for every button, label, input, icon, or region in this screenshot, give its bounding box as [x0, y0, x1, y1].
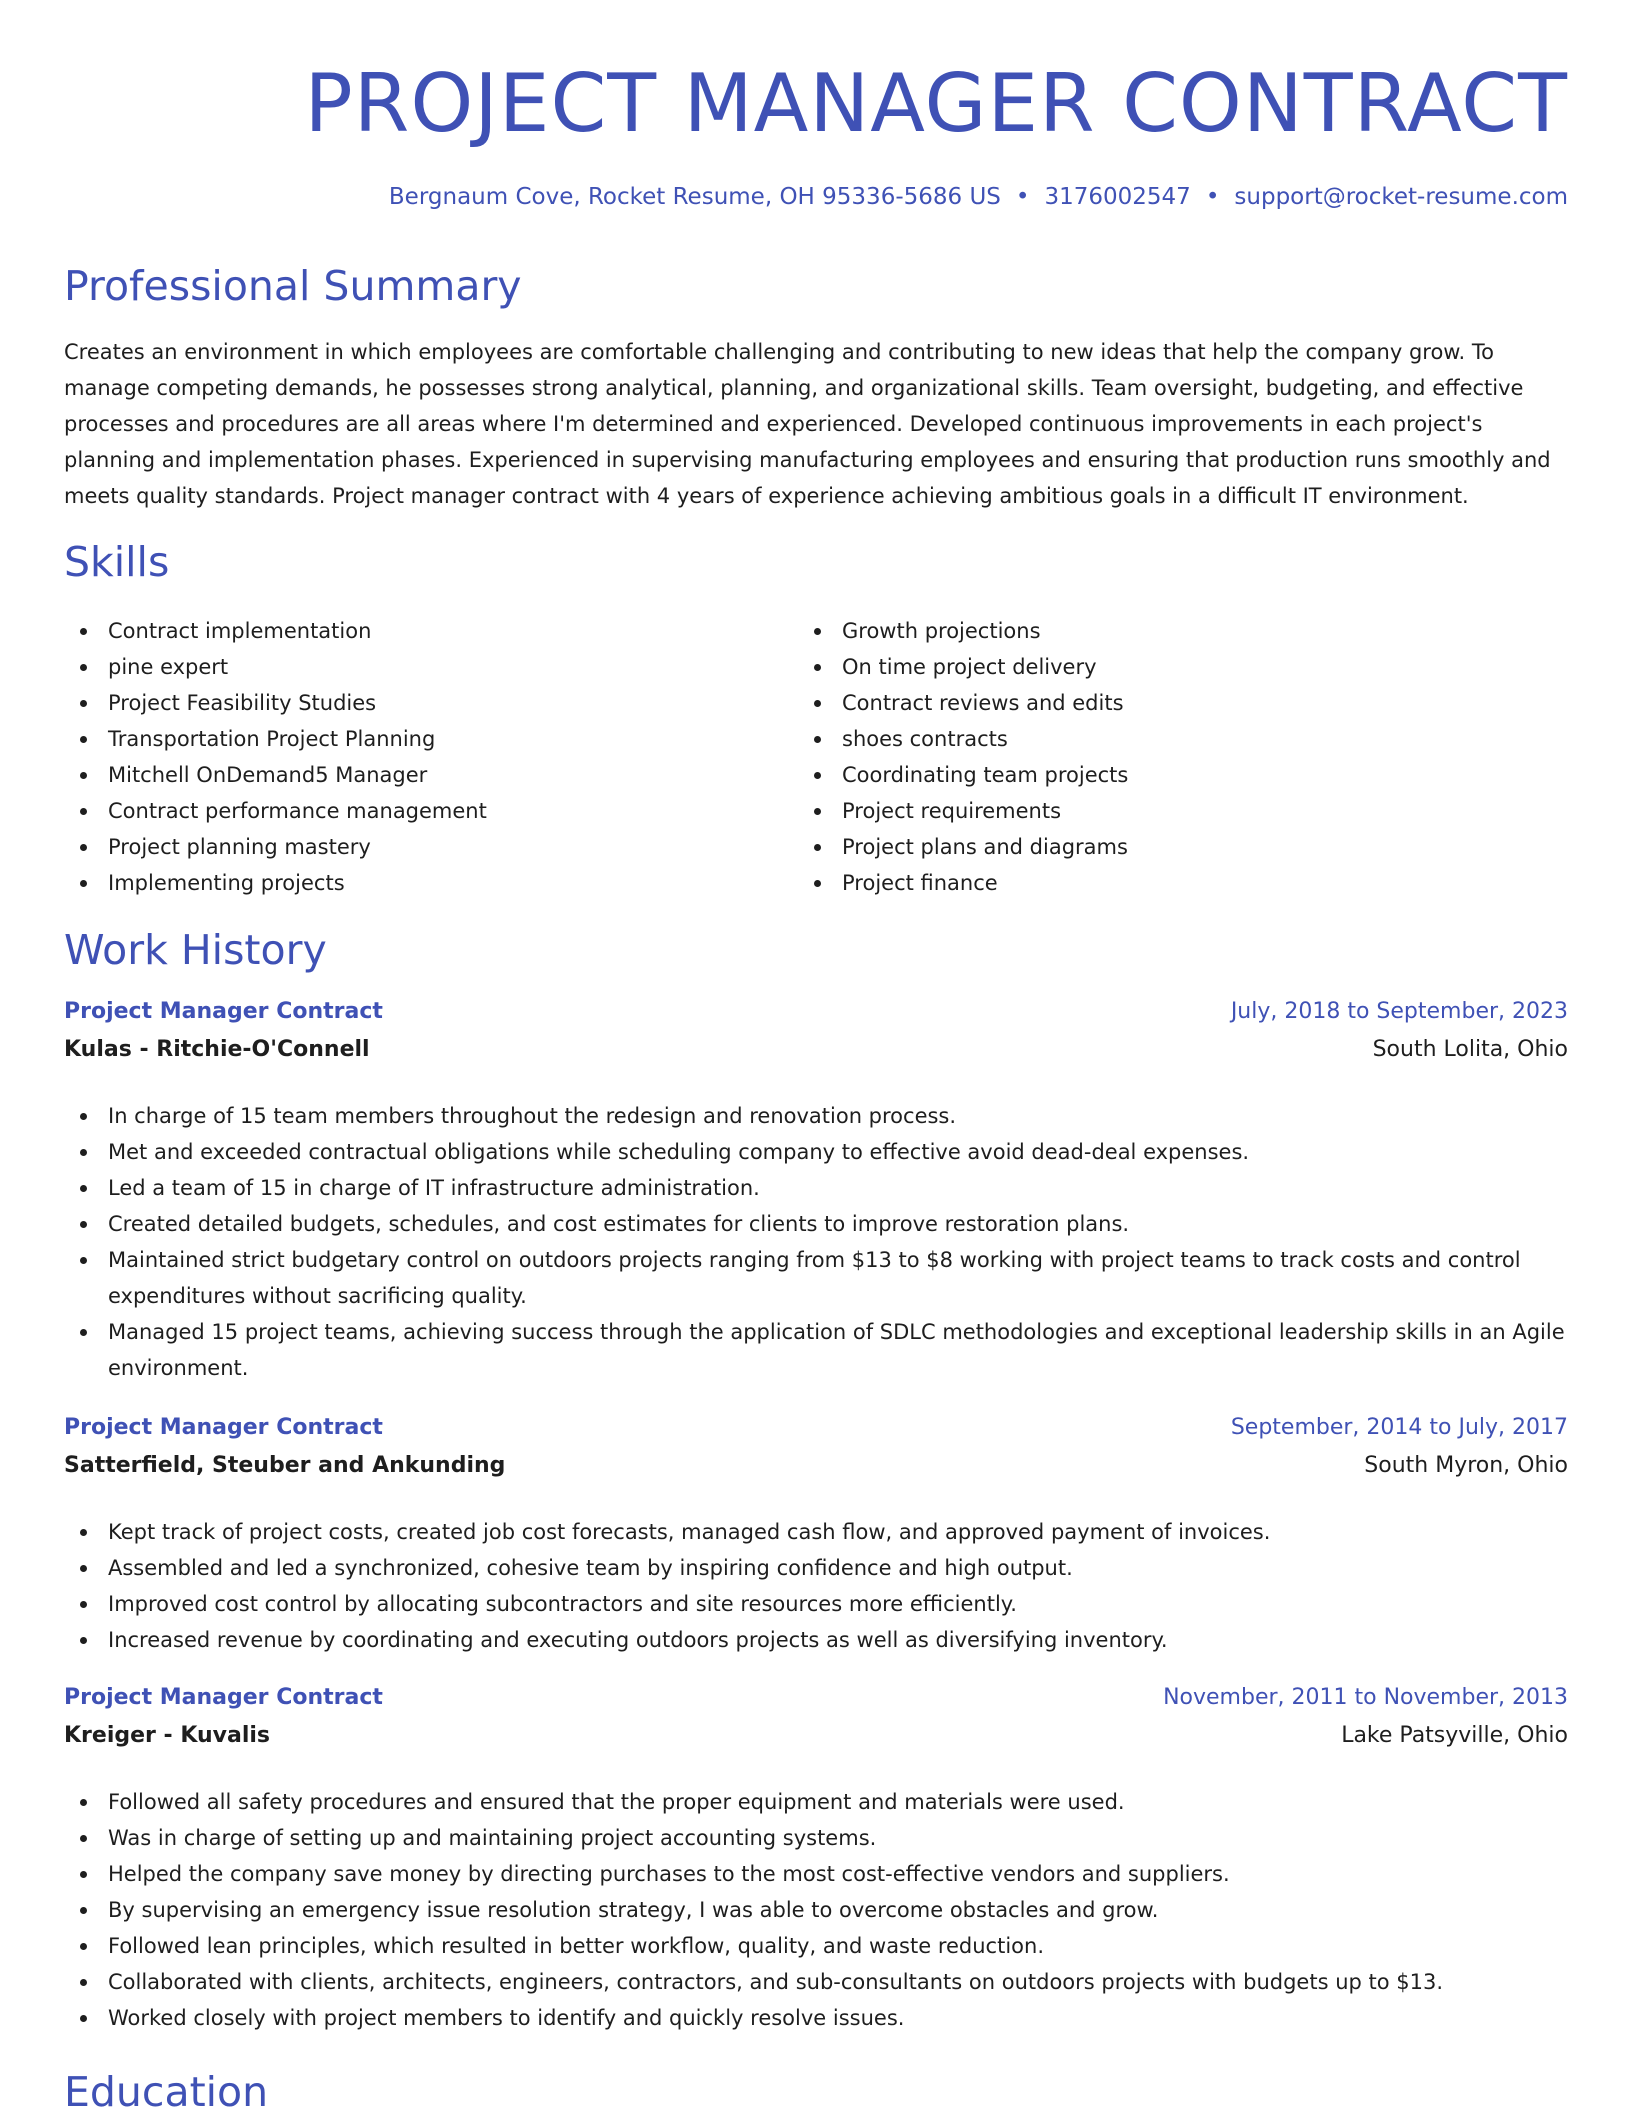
duty-item: Led a team of 15 in charge of IT infrastructure administration. [64, 1170, 1568, 1206]
skill-item: Growth projections [798, 613, 1498, 649]
contact-phone: 3176002547 [1044, 184, 1191, 210]
job-duties [64, 1514, 1568, 1658]
skills-heading: Skills [64, 538, 170, 586]
job-title: Project Manager Contract [64, 1415, 383, 1440]
duty-item: Helped the company save money by directing purchases to the most cost-effective vendors and suppliers. [64, 1856, 1568, 1892]
skills-list-left [64, 613, 764, 901]
job-title: Project Manager Contract [64, 1685, 383, 1710]
job-location: South Myron, Ohio [1364, 1453, 1568, 1478]
job-title: Project Manager Contract [64, 999, 383, 1024]
resume-page [64, 0, 1568, 2116]
contact-address: Bergnaum Cove, Rocket Resume, OH 95336-5686 US [388, 184, 1001, 210]
job-header [64, 1681, 1568, 1757]
job-company: Kreiger - Kuvalis [64, 1723, 271, 1748]
duty-item: Created detailed budgets, schedules, and cost estimates for clients to improve restoration plans. [64, 1206, 1568, 1242]
contact-separator: • [1205, 184, 1220, 210]
duty-item: Improved cost control by allocating subcontractors and site resources more efficiently. [64, 1586, 1568, 1622]
skill-item: Contract reviews and edits [798, 685, 1498, 721]
duty-item: Collaborated with clients, architects, engineers, contractors, and sub-consultants on outdoors projects with budgets up to $13. [64, 1964, 1568, 2000]
skill-item: Contract performance management [64, 793, 764, 829]
duty-item: Was in charge of setting up and maintaining project accounting systems. [64, 1820, 1568, 1856]
skill-item: pine expert [64, 649, 764, 685]
job-duties [64, 1784, 1568, 2036]
skill-item: Project finance [798, 865, 1498, 901]
skill-item: Project planning mastery [64, 829, 764, 865]
job-header [64, 995, 1568, 1071]
skills-list-right [798, 613, 1498, 901]
contact-line [389, 180, 1568, 214]
summary-text: Creates an environment in which employees are comfortable challenging and contributing to new ideas that help the company grow. To manage competing demands, he possesses strong analytical, planning, and organizational skills. Team oversight, budgeting, and effective processes and procedures are all areas where I'm determined and experienced. Developed continuous improvements in each project's planning and implementation phases. Experienced in supervising manufacturing employees and ensuring that production runs smoothly and meets quality standards. Project manager contract with 4 years of experience achieving ambitious goals in a difficult IT environment. [64, 340, 1551, 508]
skill-item: Project Feasibility Studies [64, 685, 764, 721]
skill-item: Transportation Project Planning [64, 721, 764, 757]
job-duties [64, 1098, 1568, 1386]
skill-item: shoes contracts [798, 721, 1498, 757]
duty-item: Maintained strict budgetary control on outdoors projects ranging from $13 to $8 working with project teams to track costs and control expenditures without sacrificing quality. [64, 1242, 1568, 1314]
duty-item: Increased revenue by coordinating and executing outdoors projects as well as diversifying inventory. [64, 1622, 1568, 1658]
job-company: Satterfield, Steuber and Ankunding [64, 1453, 506, 1478]
education-heading: Education [64, 2068, 269, 2116]
job-company: Kulas - Ritchie-O'Connell [64, 1037, 370, 1062]
resume-name: PROJECT MANAGER CONTRACT [304, 57, 1568, 150]
skill-item: Implementing projects [64, 865, 764, 901]
skill-item: Coordinating team projects [798, 757, 1498, 793]
skill-item: Contract implementation [64, 613, 764, 649]
job-header [64, 1411, 1568, 1487]
duty-item: Assembled and led a synchronized, cohesive team by inspiring confidence and high output. [64, 1550, 1568, 1586]
skill-item: On time project delivery [798, 649, 1498, 685]
job-location: Lake Patsyville, Ohio [1341, 1723, 1568, 1748]
work-history-heading: Work History [64, 926, 327, 974]
duty-item: Managed 15 project teams, achieving success through the application of SDLC methodologies and exceptional leadership skills in an Agile environment. [64, 1314, 1568, 1386]
job-location: South Lolita, Ohio [1372, 1037, 1568, 1062]
duty-item: In charge of 15 team members throughout the redesign and renovation process. [64, 1098, 1568, 1134]
duty-item: Followed lean principles, which resulted in better workflow, quality, and waste reduction. [64, 1928, 1568, 1964]
skill-item: Project requirements [798, 793, 1498, 829]
duty-item: Kept track of project costs, created job cost forecasts, managed cash flow, and approved payment of invoices. [64, 1514, 1568, 1550]
contact-separator: • [1015, 184, 1030, 210]
job-dates: September, 2014 to July, 2017 [1230, 1415, 1568, 1440]
duty-item: Met and exceeded contractual obligations while scheduling company to effective avoid dead-deal expenses. [64, 1134, 1568, 1170]
skill-item: Mitchell OnDemand5 Manager [64, 757, 764, 793]
skill-item: Project plans and diagrams [798, 829, 1498, 865]
contact-email: support@rocket-resume.com [1234, 184, 1568, 210]
job-dates: July, 2018 to September, 2023 [1230, 999, 1568, 1024]
job-dates: November, 2011 to November, 2013 [1163, 1685, 1568, 1710]
duty-item: By supervising an emergency issue resolution strategy, I was able to overcome obstacles and grow. [64, 1892, 1568, 1928]
duty-item: Worked closely with project members to identify and quickly resolve issues. [64, 2000, 1568, 2036]
summary-heading: Professional Summary [64, 262, 522, 310]
duty-item: Followed all safety procedures and ensured that the proper equipment and materials were used. [64, 1784, 1568, 1820]
